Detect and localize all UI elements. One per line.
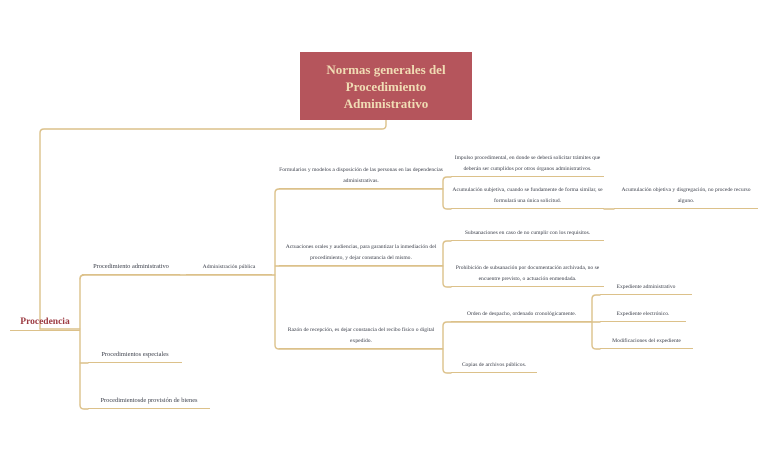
node-formularios[interactable] [279,168,443,189]
node-administracion-publica-label: Administración pública [202,263,256,270]
link-actuaciones-to-subsanaciones [443,241,451,266]
node-orden-despacho[interactable] [451,311,592,322]
link-formularios-to-impulso [443,177,451,189]
node-expediente-electronico[interactable] [600,311,686,322]
node-procedencia-label: Procedencia [20,317,70,327]
link-razon-to-orden [443,322,451,349]
node-razon-recepcion-label: Razón de recepción, es dejar constancia del recibo físico o digital expedido. [287,327,435,344]
link-trunk-proc-admin [80,275,180,279]
node-modificaciones-expediente[interactable] [600,338,693,349]
root-title-line-1: Normas generales del [326,61,446,77]
node-expediente-administrativo-label: Expediente administrativo [616,283,676,290]
link-razon-to-copias [443,349,451,373]
link-orden-to-modificaciones [592,322,600,349]
node-modificaciones-expediente-label: Modificaciones del expediente [612,337,681,344]
root-node[interactable] [300,52,472,120]
node-acumulacion-subjetiva-label: Acumulación subjetiva, cuando se fundamente de forma similar, se formulará una única solicitud. [452,187,603,204]
node-expediente-electronico-label: Expediente electrónico. [616,310,670,317]
node-formularios-label: Formularios y modelos a disposición de las personas en las dependencias administrativas. [279,167,443,184]
link-trunk-corner-top [80,275,84,279]
node-orden-despacho-label: Orden de despacho, ordenado cronológicamente. [466,310,577,317]
node-procedimientos-especiales-label: Procedimientos especiales [101,350,169,358]
link-root-to-procedencia [40,120,386,329]
node-copias-archivos-label: Copias de archivos públicos. [461,361,527,368]
root-title-line-3: Administrativo [343,95,429,111]
node-prohibicion-subsanacion[interactable] [451,256,604,287]
node-razon-recepcion[interactable] [279,328,443,349]
node-procedimientos-especiales[interactable] [88,347,182,363]
node-administracion-publica[interactable] [186,258,272,275]
node-subsanaciones-label: Subsanaciones en caso de no cumplir con los requisitos. [464,229,591,236]
node-expediente-administrativo[interactable] [600,284,692,295]
node-acumulacion-objetiva[interactable] [614,188,758,209]
node-actuaciones-orales-label: Actuaciones orales y audiencias, para garantizar la inmediación del procedimiento, y dejar constancia del mismo. [285,244,437,261]
node-procedimiento-administrativo[interactable] [82,258,180,275]
link-orden-to-exp-admin [592,295,600,322]
node-procedencia[interactable] [10,315,80,331]
node-impulso-procedimental-label: Impulso procedimental, en donde se deberá solicitar trámites que deberán ser cumplidos por otros órganos administrativos. [454,155,601,172]
node-acumulacion-objetiva-label: Acumulación objetiva y disgregación, no procede recurso alguno. [621,187,751,204]
link-trunk-proc-provision [80,405,88,409]
node-procedimiento-administrativo-label: Procedimiento administrativo [93,262,169,270]
link-formularios-to-acumsubj [443,189,451,209]
node-prohibicion-subsanacion-label: Prohibición de subsanación por documentación archivada, no se encuentre previsto, o actuación enmendada. [455,265,600,282]
node-procedimientos-provision-bienes[interactable] [88,393,210,409]
node-procedimientos-provision-bienes-label: Procedimientosde provisión de bienes [100,396,198,404]
node-subsanaciones[interactable] [451,220,604,241]
root-title-line-2: Procedimiento [345,78,427,94]
node-impulso-procedimental[interactable] [451,146,604,177]
node-copias-archivos[interactable] [451,362,537,373]
link-actuaciones-to-prohibicion [443,266,451,287]
node-acumulacion-subjetiva[interactable] [451,188,604,209]
node-actuaciones-orales[interactable] [279,233,443,266]
